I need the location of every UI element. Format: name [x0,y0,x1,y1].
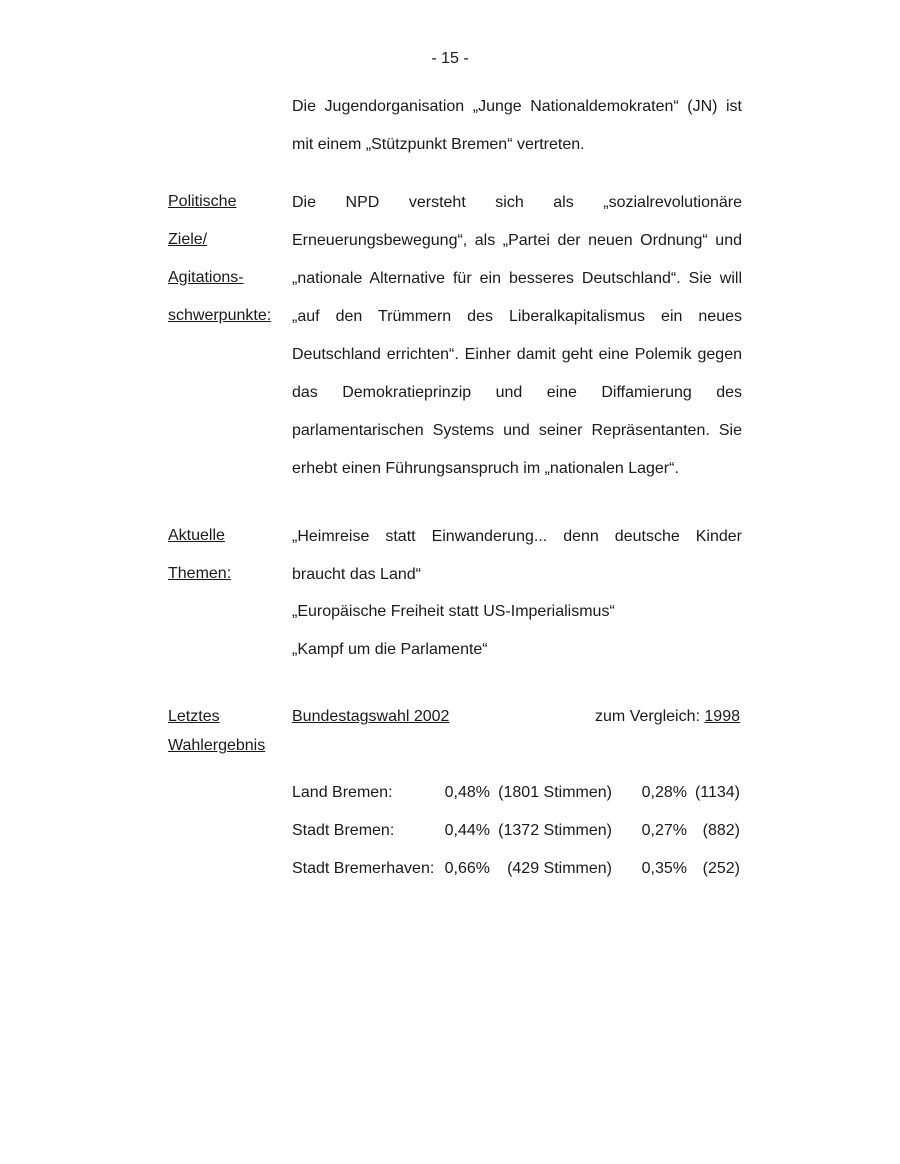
result-pct-1998: 0,28% [641,784,687,801]
result-votes-1998: (1134) [694,784,740,801]
compare-prefix: zum Vergleich: [595,708,705,725]
topics-label-2: Themen: [168,565,232,582]
result-place: Stadt Bremerhaven: [292,860,435,877]
intro-paragraph: Die Jugendorganisation „Junge Nationaldemokraten“ (JN) ist mit einem „Stützpunkt Bremen“ vertreten. [292,98,742,153]
result-votes-2002: (429 Stimmen) [507,860,612,877]
page-number: - 15 - [431,50,469,67]
result-pct-1998: 0,27% [641,822,687,839]
topic-item-1: „Heimreise statt Einwanderung... denn deutsche Kinder braucht das Land“ [292,528,742,583]
result-votes-1998: (252) [702,860,740,877]
result-pct-2002: 0,48% [444,784,490,801]
result-place: Stadt Bremen: [292,822,395,839]
election-label-2: Wahlergebnis [168,737,266,754]
goals-label-3: Agitations- [168,269,244,286]
result-votes-2002: (1372 Stimmen) [498,822,612,839]
goals-label-1: Politische [168,193,237,210]
election-label-1: Letztes [168,708,220,725]
goals-label-4: schwerpunkte: [168,307,272,324]
goals-paragraph: Die NPD versteht sich als „sozialrevolutionäre Erneuerungsbewegung“, als „Partei der neuen Ordnung“ und „nationale Alternative für ein besseres Deutschland“. Sie will „auf den Trümmern des Liberalkapitalismus ein neues Deutschland errichten“. Einher damit geht eine Polemik gegen das Demokratieprinzip und eine Diffamierung des parlamentarischen Systems und seiner Repräsentanten. Sie erhebt einen Führungsanspruch im „nationalen Lager“. [292,194,742,477]
result-votes-2002: (1801 Stimmen) [498,784,612,801]
election-heading: Bundestagswahl 2002 [292,708,450,725]
goals-label-2: Ziele/ [168,231,208,248]
result-pct-2002: 0,66% [444,860,490,877]
compare-year: 1998 [704,708,740,725]
topic-item-3: „Kampf um die Parlamente“ [292,641,488,658]
topics-label-1: Aktuelle [168,527,225,544]
result-pct-1998: 0,35% [641,860,687,877]
topic-item-2: „Europäische Freiheit statt US-Imperialismus“ [292,603,615,620]
election-compare [595,708,740,726]
result-pct-2002: 0,44% [444,822,490,839]
result-votes-1998: (882) [702,822,740,839]
result-place: Land Bremen: [292,784,393,801]
